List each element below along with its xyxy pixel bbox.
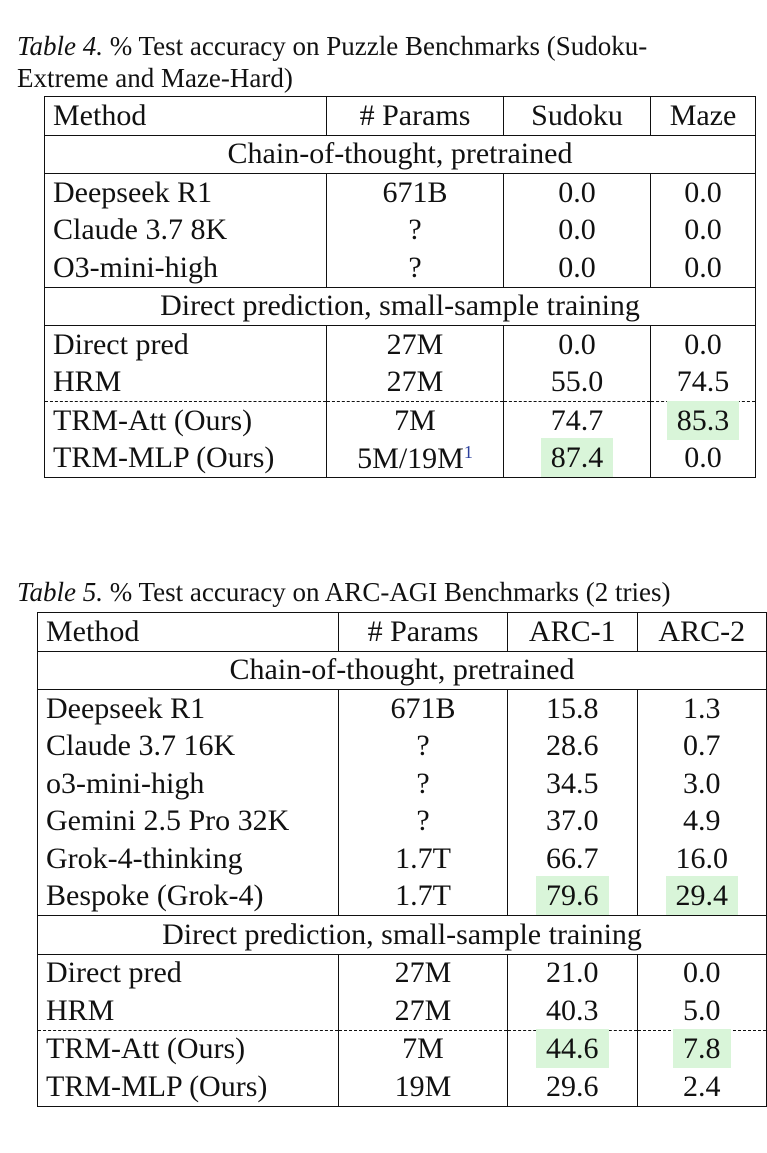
params-cell: ? — [327, 249, 504, 287]
table4-header-method: Method — [45, 97, 327, 136]
score-cell: 0.0 — [651, 440, 756, 478]
method-cell: TRM-MLP (Ours) — [38, 1068, 339, 1106]
params-cell: 19M — [339, 1068, 508, 1106]
params-cell: 671B — [327, 174, 504, 212]
table5 — [37, 612, 767, 1107]
table5-caption — [17, 576, 670, 608]
method-cell: HRM — [45, 364, 327, 402]
score-cell: 0.0 — [637, 954, 767, 992]
score-cell: 5.0 — [637, 992, 767, 1030]
table5-caption-label: Table 5. — [17, 577, 104, 607]
section-title: Chain-of-thought, pretrained — [38, 651, 767, 690]
params-cell — [327, 440, 504, 478]
score-cell-highlighted — [508, 878, 637, 916]
params-cell: 1.7T — [339, 878, 508, 916]
table4-section-direct — [45, 287, 756, 326]
table-row — [38, 992, 767, 1030]
score-cell: 4.9 — [637, 803, 767, 841]
method-cell: Gemini 2.5 Pro 32K — [38, 803, 339, 841]
table-row — [38, 954, 767, 992]
score-cell-highlighted — [637, 1030, 767, 1068]
params-cell: ? — [327, 212, 504, 250]
table-row — [45, 174, 756, 212]
table5-header-arc2: ARC-2 — [637, 613, 767, 652]
score-cell: 40.3 — [508, 992, 637, 1030]
table4-caption-label: Table 4. — [17, 31, 104, 61]
method-cell: HRM — [38, 992, 339, 1030]
score-cell: 0.0 — [504, 326, 651, 364]
table5-header-params: # Params — [339, 613, 508, 652]
table-row — [38, 1068, 767, 1106]
params-value: 5M/19M — [357, 441, 464, 475]
score-cell: 0.0 — [651, 174, 756, 212]
method-cell: Claude 3.7 8K — [45, 212, 327, 250]
section-title: Chain-of-thought, pretrained — [45, 135, 756, 174]
score-cell: 74.5 — [651, 364, 756, 402]
method-cell: Direct pred — [45, 326, 327, 364]
params-cell: 27M — [339, 954, 508, 992]
table5-caption-text: % Test accuracy on ARC-AGI Benchmarks (2 tries) — [109, 577, 671, 607]
params-cell: ? — [339, 803, 508, 841]
section-title: Direct prediction, small-sample training — [38, 916, 767, 955]
table-row — [45, 440, 756, 478]
score-cell: 0.0 — [504, 212, 651, 250]
table4-section-cot — [45, 135, 756, 174]
table5-section-cot — [38, 651, 767, 690]
table-row — [38, 840, 767, 878]
table4-caption — [17, 30, 647, 94]
method-cell: Claude 3.7 16K — [38, 728, 339, 766]
score-cell-highlighted — [651, 402, 756, 440]
best-score-highlight: 44.6 — [536, 1029, 609, 1068]
table-row — [38, 803, 767, 841]
table-row — [38, 690, 767, 728]
method-cell: O3-mini-high — [45, 249, 327, 287]
params-cell: 7M — [339, 1030, 508, 1068]
method-cell: TRM-MLP (Ours) — [45, 440, 327, 478]
score-cell: 37.0 — [508, 803, 637, 841]
table4-header-params: # Params — [327, 97, 504, 136]
table4-header-row — [45, 97, 756, 136]
params-cell: 671B — [339, 690, 508, 728]
table-row — [38, 728, 767, 766]
score-cell: 0.0 — [651, 326, 756, 364]
table-row — [45, 402, 756, 440]
params-cell: 1.7T — [339, 840, 508, 878]
section-title: Direct prediction, small-sample training — [45, 287, 756, 326]
params-cell: 7M — [327, 402, 504, 440]
score-cell: 34.5 — [508, 765, 637, 803]
method-cell: Deepseek R1 — [38, 690, 339, 728]
best-score-highlight: 29.4 — [666, 876, 739, 915]
table5-section-direct — [38, 916, 767, 955]
score-cell: 2.4 — [637, 1068, 767, 1106]
method-cell: Bespoke (Grok-4) — [38, 878, 339, 916]
score-cell: 74.7 — [504, 402, 651, 440]
score-cell: 66.7 — [508, 840, 637, 878]
score-cell: 16.0 — [637, 840, 767, 878]
params-cell: 27M — [327, 326, 504, 364]
score-cell: 0.0 — [651, 249, 756, 287]
table5-header-row — [38, 613, 767, 652]
score-cell: 0.7 — [637, 728, 767, 766]
score-cell: 15.8 — [508, 690, 637, 728]
params-cell: 27M — [339, 992, 508, 1030]
score-cell: 1.3 — [637, 690, 767, 728]
score-cell: 55.0 — [504, 364, 651, 402]
table-row — [45, 364, 756, 402]
score-cell: 21.0 — [508, 954, 637, 992]
params-cell: ? — [339, 728, 508, 766]
score-cell: 0.0 — [651, 212, 756, 250]
score-cell-highlighted — [508, 1030, 637, 1068]
method-cell: o3-mini-high — [38, 765, 339, 803]
method-cell: Deepseek R1 — [45, 174, 327, 212]
params-cell: 27M — [327, 364, 504, 402]
best-score-highlight: 7.8 — [673, 1029, 731, 1068]
score-cell: 29.6 — [508, 1068, 637, 1106]
best-score-highlight: 85.3 — [667, 401, 740, 440]
table4-caption-text-line2: Extreme and Maze-Hard) — [17, 63, 293, 93]
score-cell: 0.0 — [504, 249, 651, 287]
table-row — [45, 249, 756, 287]
best-score-highlight: 87.4 — [541, 438, 614, 477]
score-cell-highlighted — [637, 878, 767, 916]
table-row — [45, 212, 756, 250]
table4 — [44, 96, 756, 478]
score-cell: 0.0 — [504, 174, 651, 212]
table-row — [38, 765, 767, 803]
table5-header-arc1: ARC-1 — [508, 613, 637, 652]
table4-header-sudoku: Sudoku — [504, 97, 651, 136]
score-cell-highlighted — [504, 440, 651, 478]
method-cell: TRM-Att (Ours) — [38, 1030, 339, 1068]
table4-caption-text: % Test accuracy on Puzzle Benchmarks (Sudoku- — [109, 31, 648, 61]
table4-header-maze: Maze — [651, 97, 756, 136]
method-cell: Direct pred — [38, 954, 339, 992]
params-cell: ? — [339, 765, 508, 803]
score-cell: 3.0 — [637, 765, 767, 803]
footnote-marker[interactable]: 1 — [463, 441, 473, 462]
best-score-highlight: 79.6 — [536, 876, 609, 915]
method-cell: TRM-Att (Ours) — [45, 402, 327, 440]
table-row — [38, 878, 767, 916]
table-row — [38, 1030, 767, 1068]
method-cell: Grok-4-thinking — [38, 840, 339, 878]
table-row — [45, 326, 756, 364]
score-cell: 28.6 — [508, 728, 637, 766]
table5-header-method: Method — [38, 613, 339, 652]
